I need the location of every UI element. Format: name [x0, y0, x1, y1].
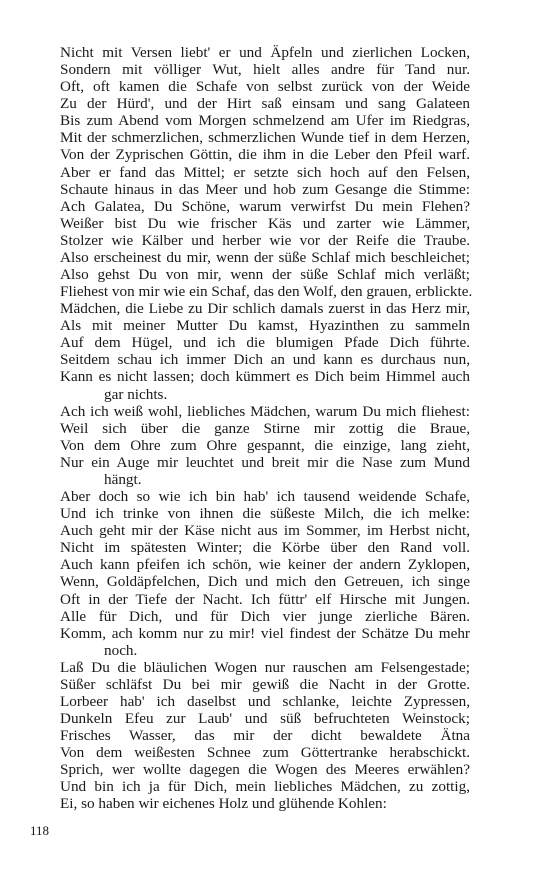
verse-line-11: Weißer bist Du wie frischer Käs und zarter wie Lämmer,	[60, 214, 470, 232]
verse-line-22: Ach ich weiß wohl, liebliches Mädchen, warum Du mich fliehest:	[60, 402, 470, 420]
verse-line-27: Aber doch so wie ich bin hab' ich tausend weidende Schafe,	[60, 488, 470, 506]
verse-line-25: Nur ein Auge mir leuchtet und breit mir die Nase zum Mund	[60, 453, 470, 471]
verse-line-42: Von dem weißesten Schnee zum Göttertranke herabschickt.	[60, 744, 470, 762]
verse-line-10: Ach Galatea, Du Schöne, warum verwirfst Du mein Flehen?	[60, 197, 470, 215]
verse-line-4: Zu der Hürd', und der Hirt saß einsam und sang Galateen	[60, 95, 470, 113]
verse-line-3: Oft, oft kamen die Schafe von selbst zurück von der Weide	[60, 78, 470, 96]
verse-line-31: Auch kann pfeifen ich schön, wie keiner der andern Zyklopen,	[60, 556, 470, 574]
verse-line-33: Oft in der Tiefe der Nacht. Ich füttr' elf Hirsche mit Jungen.	[60, 590, 470, 608]
verse-line-23: Weil sich über die ganze Stirne mir zottig die Braue,	[60, 419, 470, 437]
verse-line-37: Laß Du die bläulichen Wogen nur rauschen am Felsengestade;	[60, 658, 470, 676]
verse-line-44: Und bin ich ja für Dich, mein liebliches Mädchen, zu zottig,	[60, 778, 470, 796]
verse-line-continuation: hängt.	[104, 470, 142, 488]
verse-line-1: Nicht mit Versen liebt' er und Äpfeln und zierlichen Locken,	[60, 44, 470, 61]
verse-line-continuation: noch.	[104, 641, 138, 659]
verse-line-24: Von dem Ohre zum Ohre gespannt, die einzige, lang zieht,	[60, 436, 470, 454]
verse-line-13: Also erscheinest du mir, wenn der süße Schlaf mich beschleichet;	[60, 248, 470, 266]
verse-line-2: Sondern mit völliger Wut, hielt alles andre für Tand nur.	[60, 61, 470, 79]
verse-line-38: Süßer schläfst Du bei mir gewiß die Nacht in der Grotte.	[60, 675, 470, 693]
verse-line-28: Und ich trinke von ihnen die süßeste Milch, die ich melke:	[60, 505, 470, 523]
verse-line-16: Mädchen, die Liebe zu Dir schlich damals zuerst in das Herz mir,	[60, 300, 470, 318]
verse-line-32: Wenn, Goldäpfelchen, Dich und mich den Getreuen, ich singe	[60, 573, 470, 591]
verse-line-34: Alle für Dich, und für Dich vier junge zierliche Bären.	[60, 607, 470, 625]
verse-line-45: Ei, so haben wir eichenes Holz und glühende Kohlen:	[60, 795, 387, 813]
verse-line-15: Fliehest von mir wie ein Schaf, das den Wolf, den grauen, erblickte.	[60, 283, 473, 301]
verse-line-40: Dunkeln Efeu zur Laub' und süß befruchteten Weinstock;	[60, 710, 470, 728]
verse-line-41: Frisches Wasser, das mir der dicht bewaldete Ätna	[60, 727, 470, 745]
verse-line-9: Schaute hinaus in das Meer und hob zum Gesange die Stimme:	[60, 180, 470, 198]
verse-line-8: Aber er fand das Mittel; er setzte sich hoch auf den Felsen,	[60, 163, 470, 181]
verse-line-continuation: gar nichts.	[104, 385, 168, 403]
verse-line-14: Also gehst Du von mir, wenn der süße Schlaf mich verläßt;	[60, 266, 470, 284]
verse-line-6: Mit der schmerzlichen, schmerzlichen Wunde tief in dem Herzen,	[60, 129, 470, 147]
verse-line-12: Stolzer wie Kälber und herber wie vor der Reife die Traube.	[60, 231, 470, 249]
verse-line-43: Sprich, wer wollte dagegen die Wogen des Meeres erwählen?	[60, 761, 470, 779]
verse-line-29: Auch geht mir der Käse nicht aus im Sommer, im Herbst nicht,	[60, 522, 470, 540]
verse-line-18: Auf dem Hügel, und ich die blumigen Pfade Dich führte.	[60, 334, 470, 352]
poem-text	[60, 44, 473, 813]
verse-line-7: Von der Zyprischen Göttin, die ihm in die Leber den Pfeil warf.	[60, 146, 470, 164]
verse-line-30: Nicht im spätesten Winter; die Körbe über den Rand voll.	[60, 539, 470, 557]
verse-line-17: Als mit meiner Mutter Du kamst, Hyazinthen zu sammeln	[60, 317, 470, 335]
verse-line-20: Kann es nicht lassen; doch kümmert es Dich beim Himmel auch	[60, 368, 470, 386]
verse-line-5: Bis zum Abend vom Morgen schmelzend am Ufer im Riedgras,	[60, 112, 470, 130]
verse-line-39: Lorbeer hab' ich daselbst und schlanke, leichte Zypressen,	[60, 692, 470, 710]
page-number: 118	[30, 823, 50, 838]
verse-line-19: Seitdem schau ich immer Dich an und kann es durchaus nun,	[60, 351, 470, 369]
verse-line-35: Komm, ach komm nur zu mir! viel findest der Schätze Du mehr	[60, 624, 470, 642]
